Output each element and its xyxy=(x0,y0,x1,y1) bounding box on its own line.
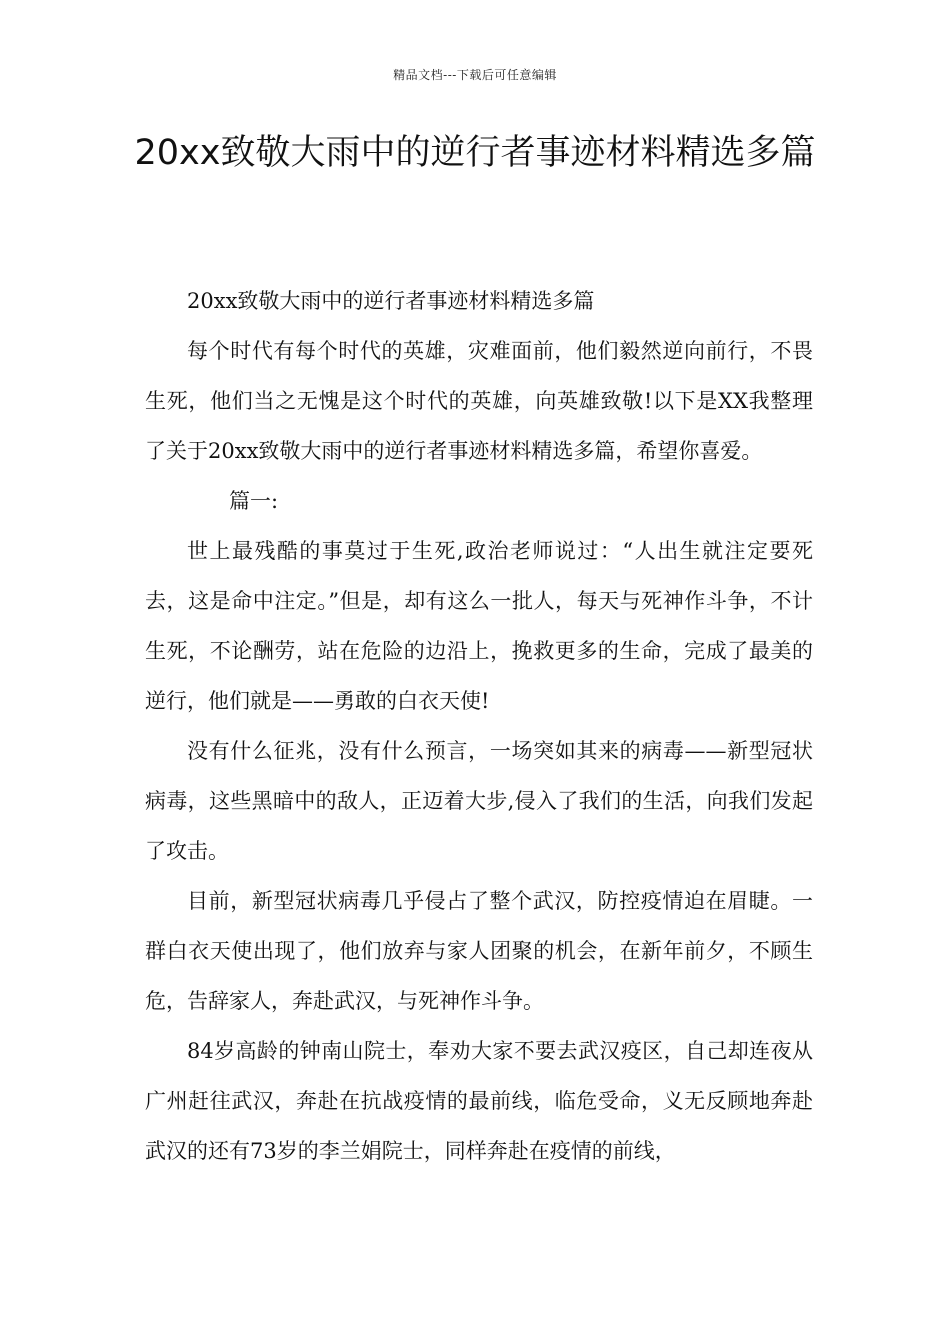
paragraph-intro: 每个时代有每个时代的英雄，灾难面前，他们毅然逆向前行，不畏生死，他们当之无愧是这个时代的英雄，向英雄致敬!以下是XX我整理了关于20xx致敬大雨中的逆行者事迹材料精选多篇，希望你喜爱。 xyxy=(145,339,813,463)
paragraph-subtitle: 20xx致敬大雨中的逆行者事迹材料精选多篇 xyxy=(187,289,595,313)
document-title: 20xx致敬大雨中的逆行者事迹材料精选多篇 xyxy=(134,133,816,173)
paragraph: 世上最残酷的事莫过于生死,政治老师说过：“人出生就注定要死去，这是命中注定。”但是，却有这么一批人，每天与死神作斗争，不计生死，不论酬劳，站在危险的边沿上，挽救更多的生命，完成了最美的逆行，他们就是——勇敢的白衣天使! xyxy=(145,539,813,713)
document-body xyxy=(145,276,813,1176)
paragraph: 没有什么征兆，没有什么预言，一场突如其来的病毒——新型冠状病毒，这些黑暗中的敌人，正迈着大步,侵入了我们的生活，向我们发起了攻击。 xyxy=(145,739,813,863)
section-heading: 篇一: xyxy=(229,489,279,513)
header-note: 精品文档---下载后可任意编辑 xyxy=(393,68,557,82)
paragraph: 84岁高龄的钟南山院士，奉劝大家不要去武汉疫区，自己却连夜从广州赶往武汉，奔赴在抗战疫情的最前线，临危受命，义无反顾地奔赴武汉的还有73岁的李兰娟院士，同样奔赴在疫情的前线， xyxy=(145,1039,813,1163)
paragraph: 目前，新型冠状病毒几乎侵占了整个武汉，防控疫情迫在眉睫。一群白衣天使出现了，他们放弃与家人团聚的机会，在新年前夕，不顾生危，告辞家人，奔赴武汉，与死神作斗争。 xyxy=(145,889,813,1013)
